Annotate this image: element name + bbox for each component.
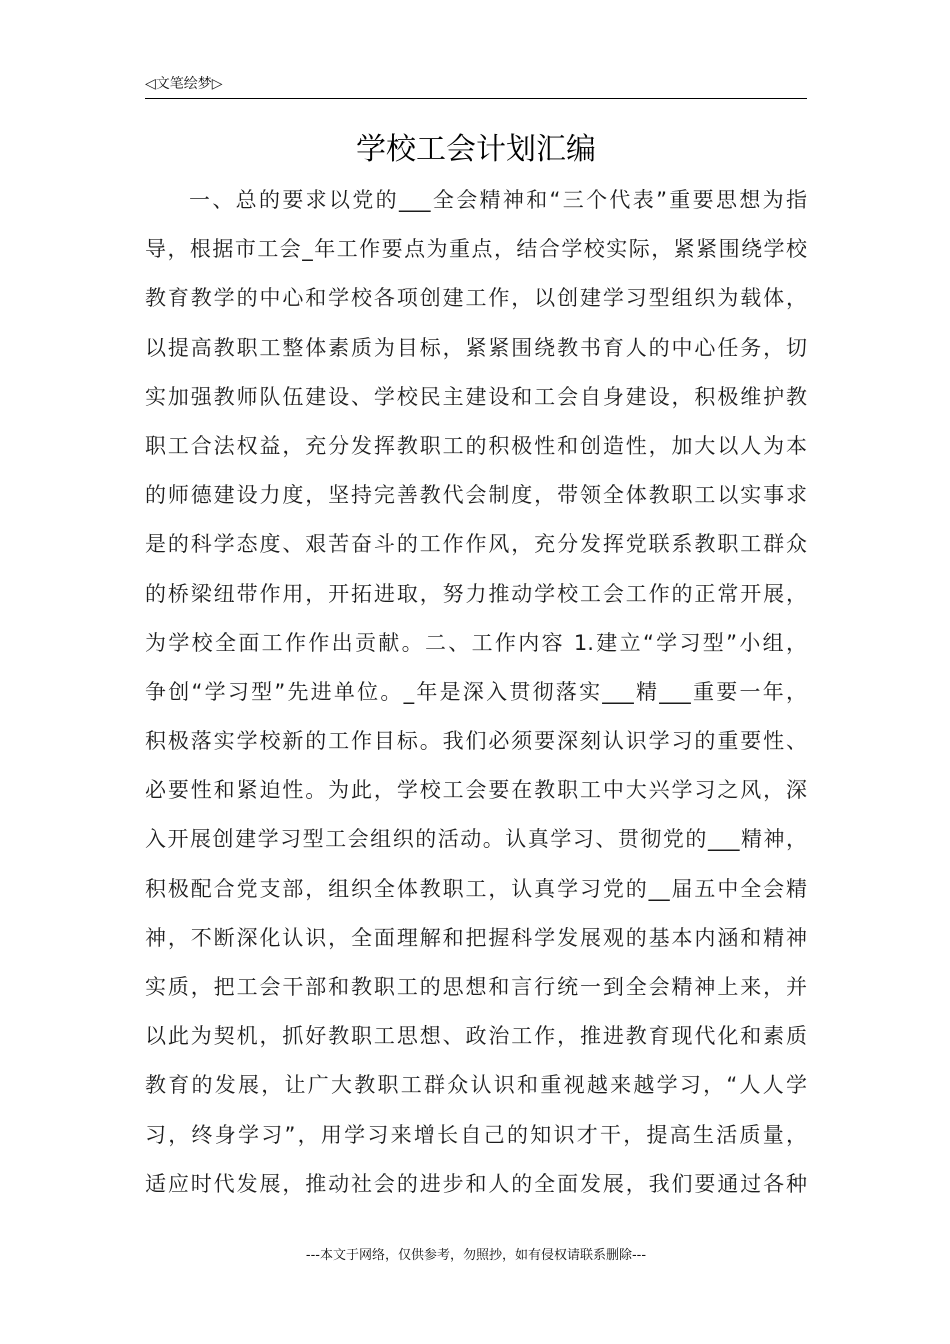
body-line: 的师德建设力度，坚持完善教代会制度，带领全体教职工以实事求 [145,483,807,508]
header-brand-text: ◁文笔绘梦▷ [145,76,223,92]
body-line: 是的科学态度、艰苦奋斗的工作作风，充分发挥党联系教职工群众 [145,532,807,557]
body-line: 以提高教职工整体素质为目标，紧紧围绕教书育人的中心任务，切 [145,335,807,360]
document-body [145,180,807,1213]
body-line: 适应时代发展，推动社会的进步和人的全面发展，我们要通过各种 [145,1171,807,1196]
body-line: 积极落实学校新的工作目标。我们必须要深刻认识学习的重要性、 [145,729,807,754]
body-line: 职工合法权益，充分发挥教职工的积极性和创造性，加大以人为本 [145,433,807,458]
body-line: 争创“学习型”先进单位。_年是深入贯彻落实___精___重要一年， [145,679,807,704]
body-line: 以此为契机，抓好教职工思想、政治工作，推进教育现代化和素质 [145,1024,807,1049]
body-line: 的桥梁纽带作用，开拓进取，努力推动学校工会工作的正常开展， [145,581,807,606]
document-title: 学校工会计划汇编 [356,132,596,167]
page-footer-disclaimer: ---本文于网络，仅供参考，勿照抄，如有侵权请联系删除--- [305,1248,647,1263]
body-line: 积极配合党支部，组织全体教职工，认真学习党的__届五中全会精 [145,876,807,901]
body-line: 实加强教师队伍建设、学校民主建设和工会自身建设，积极维护教 [145,384,807,409]
body-line: 为学校全面工作作出贡献。二、工作内容 1.建立“学习型”小组， [145,630,807,655]
body-line: 入开展创建学习型工会组织的活动。认真学习、贯彻党的___精神， [145,827,807,852]
body-line: 习，终身学习”，用学习来增长自己的知识才干，提高生活质量， [145,1122,807,1147]
body-line: 必要性和紧迫性。为此，学校工会要在教职工中大兴学习之风，深 [145,778,807,803]
body-line: 教育教学的中心和学校各项创建工作，以创建学习型组织为载体， [145,286,807,311]
page-header [145,74,807,99]
body-line: 导，根据市工会_年工作要点为重点，结合学校实际，紧紧围绕学校 [145,237,807,262]
body-line: 神，不断深化认识，全面理解和把握科学发展观的基本内涵和精神 [145,925,807,950]
body-line: 教育的发展，让广大教职工群众认识和重视越来越学习，“人人学 [145,1073,807,1098]
body-line: 一、总的要求以党的___全会精神和“三个代表”重要思想为指 [189,188,807,212]
body-line: 实质，把工会干部和教职工的思想和言行统一到全会精神上来，并 [145,975,807,999]
